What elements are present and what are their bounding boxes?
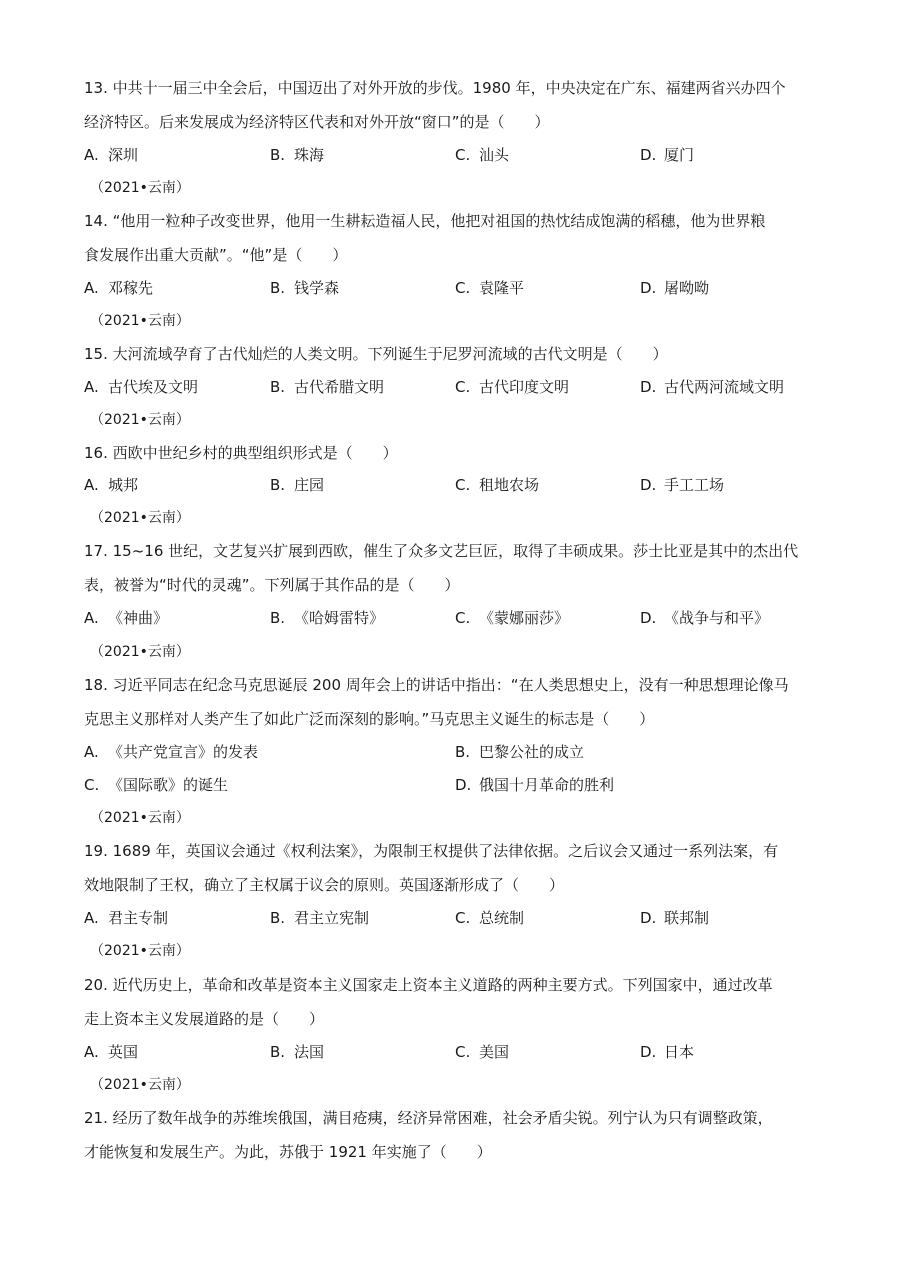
option-d[interactable]: D. 古代两河流域文明 [640, 378, 785, 396]
question-text: 走上资本主义发展道路的是（ ） [84, 1010, 325, 1028]
question-source: （2021•云南） [90, 510, 190, 526]
option-a[interactable]: A. 古代埃及文明 [84, 378, 199, 396]
options-row [84, 908, 826, 928]
question-source: （2021•云南） [90, 412, 190, 428]
option-b[interactable]: B. 钱学森 [270, 279, 340, 297]
options-row [84, 475, 826, 495]
question-source: （2021•云南） [90, 180, 190, 196]
option-c[interactable]: C. 总统制 [455, 909, 525, 927]
option-a[interactable]: A. 邓稼先 [84, 279, 154, 297]
question-text: 21. 经历了数年战争的苏维埃俄国，满目疮痍，经济异常困难，社会矛盾尖锐。列宁认为只有调整政策， [84, 1109, 773, 1127]
question-source: （2021•云南） [90, 313, 190, 329]
option-c[interactable]: C. 《蒙娜丽莎》 [455, 609, 570, 627]
options-row [84, 377, 826, 397]
question-text: 13. 中共十一届三中全会后，中国迈出了对外开放的步伐。1980 年，中央决定在广东、福建两省兴办四个 [84, 79, 786, 97]
option-b[interactable]: B. 君主立宪制 [270, 909, 370, 927]
option-b[interactable]: B. 珠海 [270, 146, 325, 164]
option-a[interactable]: A. 深圳 [84, 146, 139, 164]
options-row [84, 145, 826, 165]
option-b[interactable]: B. 古代希腊文明 [270, 378, 385, 396]
question-text: 表，被誉为“时代的灵魂”。下列属于其作品的是（ ） [84, 576, 460, 594]
option-b[interactable]: B. 法国 [270, 1043, 325, 1061]
option-b[interactable]: B. 庄园 [270, 476, 325, 494]
question-source: （2021•云南） [90, 810, 190, 826]
option-a[interactable]: A. 城邦 [84, 476, 139, 494]
option-a[interactable]: A. 《共产党宣言》的发表 [84, 743, 259, 761]
question-text: 20. 近代历史上，革命和改革是资本主义国家走上资本主义道路的两种主要方式。下列国家中，通过改革 [84, 976, 773, 994]
question-text: 食发展作出重大贡献”。“他”是（ ） [84, 246, 348, 264]
option-d[interactable]: D. 屠呦呦 [640, 279, 710, 297]
question-text: 经济特区。后来发展成为经济特区代表和对外开放“窗口”的是（ ） [84, 113, 550, 131]
options-row [84, 1042, 826, 1062]
option-d[interactable]: D. 日本 [640, 1043, 695, 1061]
option-b[interactable]: B. 巴黎公社的成立 [455, 743, 585, 761]
option-c[interactable]: C. 汕头 [455, 146, 510, 164]
option-a[interactable]: A. 《神曲》 [84, 609, 169, 627]
question-text: 18. 习近平同志在纪念马克思诞辰 200 周年会上的讲话中指出：“在人类思想史上，没有一种思想理论像马 [84, 676, 789, 694]
question-text: 效地限制了王权，确立了主权属于议会的原则。英国逐渐形成了（ ） [84, 876, 565, 894]
option-b[interactable]: B. 《哈姆雷特》 [270, 609, 385, 627]
question-source: （2021•云南） [90, 644, 190, 660]
question-text: 才能恢复和发展生产。为此，苏俄于 1921 年实施了（ ） [84, 1143, 492, 1161]
options-row [84, 775, 826, 795]
question-source: （2021•云南） [90, 1077, 190, 1093]
option-c[interactable]: C. 租地农场 [455, 476, 540, 494]
options-row [84, 278, 826, 298]
option-c[interactable]: C. 古代印度文明 [455, 378, 570, 396]
question-text: 19. 1689 年，英国议会通过《权利法案》，为限制王权提供了法律依据。之后议会又通过一系列法案，有 [84, 842, 779, 860]
question-text: 16. 西欧中世纪乡村的典型组织形式是（ ） [84, 444, 398, 462]
question-text: 17. 15~16 世纪，文艺复兴扩展到西欧，催生了众多文艺巨匠，取得了丰硕成果。莎士比亚是其中的杰出代 [84, 542, 799, 560]
option-a[interactable]: A. 君主专制 [84, 909, 169, 927]
options-row [84, 608, 826, 628]
option-d[interactable]: D. 厦门 [640, 146, 695, 164]
option-d[interactable]: D. 俄国十月革命的胜利 [455, 776, 615, 794]
option-c[interactable]: C. 美国 [455, 1043, 510, 1061]
option-d[interactable]: D. 手工工场 [640, 476, 725, 494]
question-text: 15. 大河流域孕育了古代灿烂的人类文明。下列诞生于尼罗河流域的古代文明是（ ） [84, 345, 668, 363]
option-d[interactable]: D. 联邦制 [640, 909, 710, 927]
option-a[interactable]: A. 英国 [84, 1043, 139, 1061]
question-text: 14. “他用一粒种子改变世界，他用一生耕耘造福人民，他把对祖国的热忱结成饱满的稻穗，他为世界粮 [84, 212, 766, 230]
option-d[interactable]: D. 《战争与和平》 [640, 609, 770, 627]
question-source: （2021•云南） [90, 943, 190, 959]
option-c[interactable]: C. 《国际歌》的诞生 [84, 776, 229, 794]
option-c[interactable]: C. 袁隆平 [455, 279, 525, 297]
question-text: 克思主义那样对人类产生了如此广泛而深刻的影响。”马克思主义诞生的标志是（ ） [84, 710, 655, 728]
options-row [84, 742, 826, 762]
